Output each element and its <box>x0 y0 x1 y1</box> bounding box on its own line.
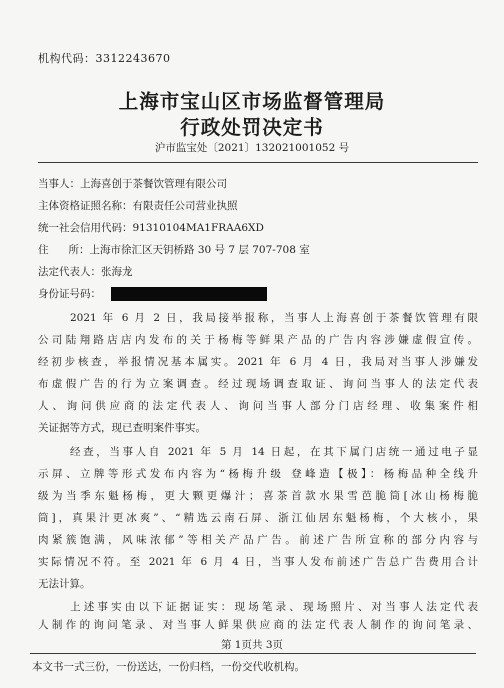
footer-divider <box>30 653 476 654</box>
page-number: 第 1页共 3页 <box>220 639 284 651</box>
body-line: 2021 年 6 月 2 日，我局接举报称，当事人上海喜创于茶餐饮管理有限 <box>70 312 478 324</box>
agency-title: 上海市宝山区市场监督管理局 <box>118 90 386 113</box>
document-title: 行政处罚决定书 <box>180 116 324 139</box>
id-redaction-bar <box>111 287 267 301</box>
party-license: 主体资格证照名称：有限责任公司营业执照 <box>38 200 238 212</box>
party-id-row <box>38 286 267 301</box>
body-line: 上述事实由以下证据证实：现场笔录、现场照片、对当事人法定代表 <box>70 601 478 613</box>
party-id-label: 身份证号码： <box>38 288 101 300</box>
body-line: 布虚假广告的行为立案调查。经过现场调查取证、询问当事人的法定代表 <box>38 378 478 390</box>
party-legal-rep: 法定代表人：张海龙 <box>38 266 133 278</box>
body-line: 经查，当事人自 2021 年 5 月 14 日起，在其下属门店统一通过电子显 <box>70 446 478 458</box>
body-line: 肉紧簇饱满，风味浓郁”等相关产品广告。前述广告所宣称的部分内容与 <box>38 534 478 546</box>
agency-code: 机构代码：3312243670 <box>38 52 171 65</box>
body-line: 关证据等方式，现已查明案件事实。 <box>38 422 206 434</box>
body-line: 人、询问供应商的法定代表人、询问当事人部分门店经理、收集案件相 <box>38 400 478 412</box>
body-line: 实际情况不符。至 2021 年 6 月 4 日，当事人发布前述广告总广告费用合计 <box>38 556 478 568</box>
footer-note: 本文书一式三份，一份送达，一份归档，一份交代收机构。 <box>32 661 305 673</box>
party-name: 当事人：上海喜创于茶餐饮管理有限公司 <box>38 178 227 190</box>
body-line: 筒]，真果汁更冰爽”、“精选云南石屏、浙江仙居东魁杨梅，个大核小，果 <box>38 512 478 524</box>
body-line: 经初步核查，举报情况基本属实。2021 年 6 月 4 日，我局对当事人涉嫌发 <box>38 356 478 368</box>
party-credit-code: 统一社会信用代码：91310104MA1FRAA6XD <box>38 222 264 234</box>
body-line: 示屏、立牌等形式发布内容为“杨梅升级 登峰造【极】：杨梅品种全线升 <box>38 468 478 480</box>
party-address: 住 所：上海市徐汇区天钥桥路 30 号 7 层 707-708 室 <box>38 244 310 256</box>
header-divider <box>38 162 478 163</box>
body-line: 级为当季东魁杨梅，更大颗更爆汁；喜茶首款水果雪芭脆筒[冰山杨梅脆 <box>38 490 478 502</box>
document-number: 沪市监宝处〔2021〕132021001052 号 <box>154 142 350 154</box>
body-line: 公司陆翔路店店内发布的关于杨梅等鲜果产品的广告内容涉嫌虚假宣传。 <box>38 334 478 346</box>
body-line: 人制作的询问笔录、对当事人鲜果供应商的法定代表人制作的询问笔录、 <box>38 619 478 631</box>
body-line: 无法计算。 <box>38 578 91 590</box>
